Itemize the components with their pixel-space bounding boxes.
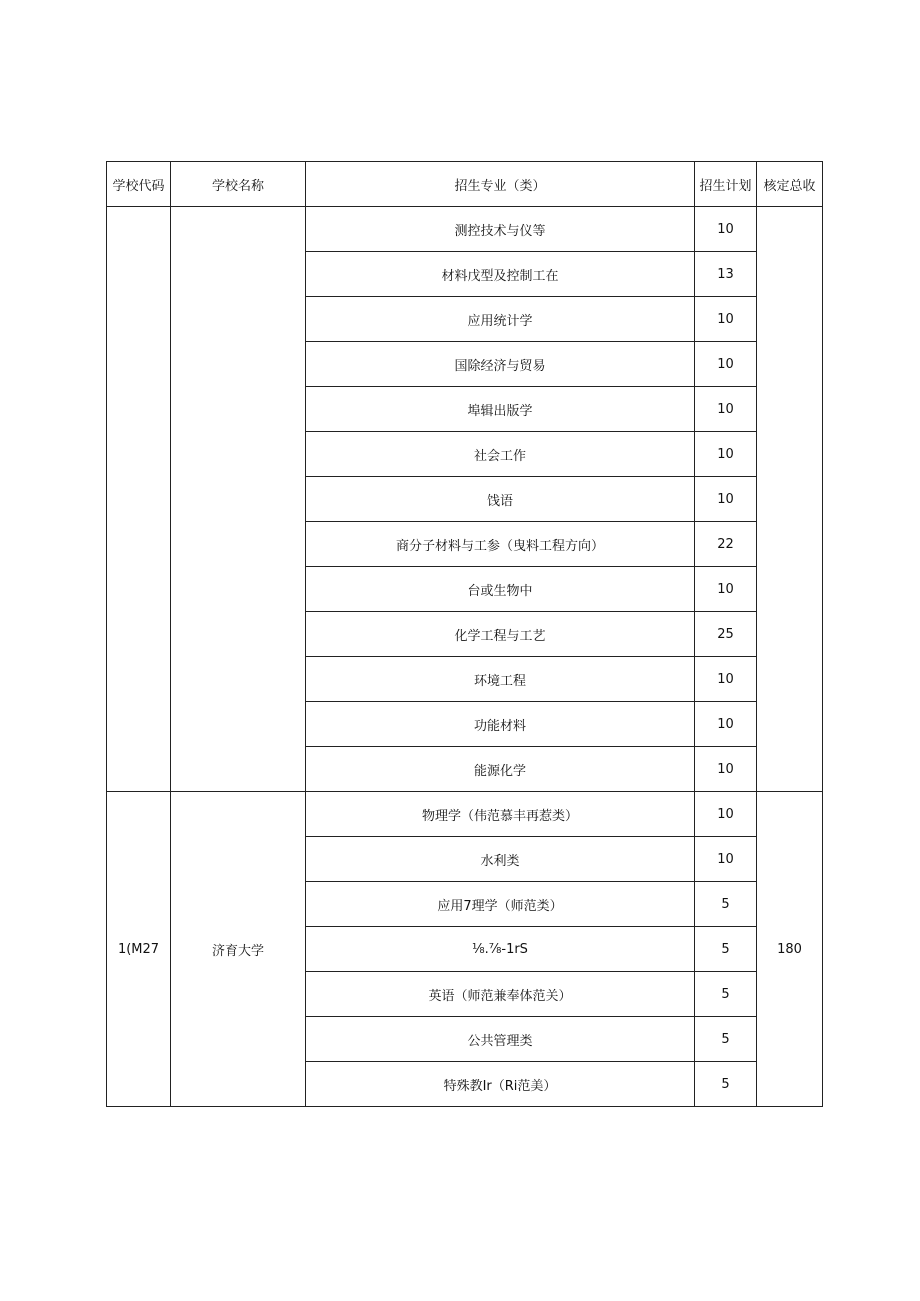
major-cell: 能源化学 <box>306 747 695 792</box>
major-cell: 饯语 <box>306 477 695 522</box>
plan-cell: 10 <box>695 342 757 387</box>
plan-cell: 10 <box>695 837 757 882</box>
major-cell: 水利类 <box>306 837 695 882</box>
major-cell: 公共管理类 <box>306 1017 695 1062</box>
header-row <box>107 162 823 207</box>
header-school-name: 学校名称 <box>171 162 306 207</box>
major-cell: 环境工程 <box>306 657 695 702</box>
plan-cell: 5 <box>695 882 757 927</box>
total-cell <box>757 207 823 792</box>
plan-cell: 10 <box>695 702 757 747</box>
major-cell: 化学工程与工艺 <box>306 612 695 657</box>
plan-cell: 22 <box>695 522 757 567</box>
major-cell: 应用7理学（师范类） <box>306 882 695 927</box>
major-cell: 英语（师范兼奉体范关） <box>306 972 695 1017</box>
major-cell: 应用统计学 <box>306 297 695 342</box>
major-cell: ⅛.⅞-1rS <box>306 927 695 972</box>
plan-cell: 10 <box>695 747 757 792</box>
major-cell: 功能材料 <box>306 702 695 747</box>
major-cell: 测控技术与仪等 <box>306 207 695 252</box>
major-cell: 特殊教Ir（Ri范美） <box>306 1062 695 1107</box>
plan-cell: 10 <box>695 567 757 612</box>
enrollment-plan-table <box>106 161 823 1107</box>
major-cell: 物理学（伟范慕丰再惹类） <box>306 792 695 837</box>
plan-cell: 25 <box>695 612 757 657</box>
header-total: 核定总收 <box>757 162 823 207</box>
major-cell: 国除经济与贸易 <box>306 342 695 387</box>
plan-cell: 10 <box>695 477 757 522</box>
plan-cell: 5 <box>695 1062 757 1107</box>
major-cell: 埠辑出版学 <box>306 387 695 432</box>
school-name-cell: 济育大学 <box>171 792 306 1107</box>
plan-cell: 5 <box>695 972 757 1017</box>
school-name-cell <box>171 207 306 792</box>
major-cell: 社会工作 <box>306 432 695 477</box>
major-cell: 商分子材料与工参（曳料工程方向） <box>306 522 695 567</box>
plan-cell: 10 <box>695 387 757 432</box>
plan-cell: 10 <box>695 207 757 252</box>
plan-cell: 5 <box>695 1017 757 1062</box>
header-major: 招生专业（类） <box>306 162 695 207</box>
plan-cell: 10 <box>695 432 757 477</box>
school-code-cell <box>107 207 171 792</box>
plan-cell: 10 <box>695 297 757 342</box>
table-row <box>107 207 823 252</box>
plan-cell: 13 <box>695 252 757 297</box>
header-plan: 招生计划 <box>695 162 757 207</box>
major-cell: 材料戊型及控制工在 <box>306 252 695 297</box>
plan-cell: 10 <box>695 657 757 702</box>
header-school-code: 学校代码 <box>107 162 171 207</box>
table-row <box>107 792 823 837</box>
major-cell: 台或生物中 <box>306 567 695 612</box>
school-code-cell: 1(M27 <box>107 792 171 1107</box>
total-cell: 180 <box>757 792 823 1107</box>
plan-cell: 10 <box>695 792 757 837</box>
plan-cell: 5 <box>695 927 757 972</box>
